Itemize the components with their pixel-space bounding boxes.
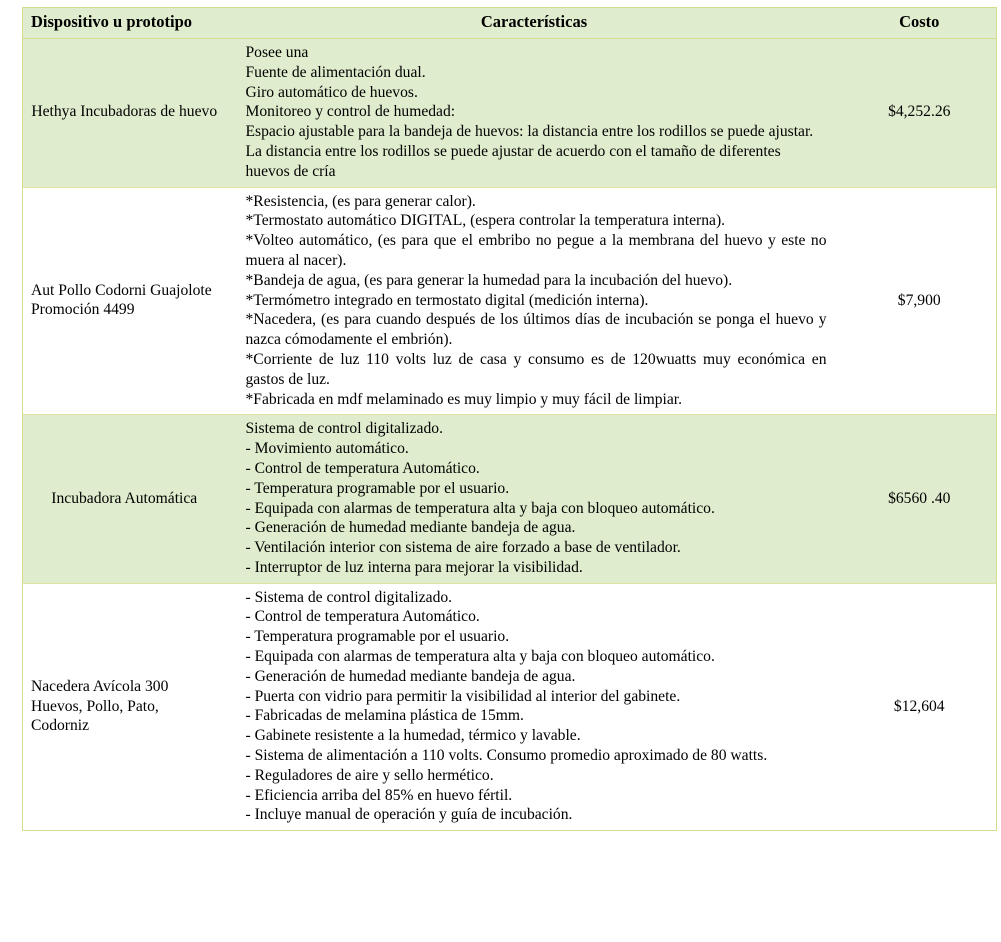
cell-cost: $7,900 (843, 187, 997, 415)
feature-line: *Termostato automático DIGITAL, (espera controlar la temperatura interna). (245, 212, 726, 230)
feature-line: - Interruptor de luz interna para mejorar la visibilidad. (245, 558, 583, 576)
feature-line: - Equipada con alarmas de temperatura alta y baja con bloqueo automático. (245, 499, 715, 517)
feature-line: - Generación de humedad mediante bandeja de agua. (245, 519, 576, 537)
table-row (23, 583, 997, 831)
features-list (246, 588, 827, 826)
features-list (246, 419, 827, 577)
feature-line: - Temperatura programable por el usuario. (245, 479, 510, 497)
feature-line: - Puerta con vidrio para permitir la visibilidad al interior del gabinete. (245, 687, 681, 705)
feature-line: Posee una (245, 43, 309, 61)
feature-line: *Termómetro integrado en termostato digital (medición interna). (245, 291, 649, 309)
feature-line: - Incluye manual de operación y guía de incubación. (245, 806, 573, 824)
feature-line: - Ventilación interior con sistema de aire forzado a base de ventilador. (245, 539, 681, 557)
feature-line: *Nacedera, (es para cuando después de los últimos días de incubación se ponga el huevo y nazca cómodamente el embrión). (245, 311, 827, 349)
feature-line: *Resistencia, (es para generar calor). (245, 192, 476, 210)
column-header-cost: Costo (843, 8, 997, 39)
features-list (246, 192, 827, 410)
feature-line: - Generación de humedad mediante bandeja de agua. (245, 667, 576, 685)
cell-device-name: Hethya Incubadoras de huevo (23, 38, 226, 187)
cell-cost: $6560 .40 (843, 415, 997, 583)
column-header-features: Características (226, 8, 843, 39)
cell-features (226, 187, 843, 415)
feature-line: Monitoreo y control de humedad: (245, 103, 456, 121)
feature-line: *Volteo automático, (es para que el embribo no pegue a la membrana del huevo y este no muera al nacer). (245, 232, 827, 269)
feature-line: Sistema de control digitalizado. (245, 420, 443, 438)
feature-line: - Equipada con alarmas de temperatura alta y baja con bloqueo automático. (245, 648, 715, 666)
column-header-device: Dispositivo u prototipo (23, 8, 226, 39)
cell-device-name: Nacedera Avícola 300 Huevos, Pollo, Pato, Codorniz (23, 583, 226, 831)
feature-line: - Temperatura programable por el usuario. (245, 628, 510, 646)
feature-line: - Sistema de control digitalizado. (245, 588, 453, 606)
table-row (23, 415, 997, 583)
table-body (23, 38, 997, 830)
feature-line: - Eficiencia arriba del 85% en huevo fértil. (245, 786, 513, 804)
cell-cost: $4,252.26 (843, 38, 997, 187)
feature-line: - Control de temperatura Automático. (245, 608, 480, 626)
cell-device-name: Incubadora Automática (23, 415, 226, 583)
feature-line: - Reguladores de aire y sello hermético. (245, 766, 494, 784)
table-row (23, 38, 997, 187)
features-list (246, 43, 827, 182)
feature-line: - Fabricadas de melamina plástica de 15mm. (245, 707, 524, 725)
cell-features (226, 583, 843, 831)
cell-device-name: Aut Pollo Codorni Guajolote Promoción 4499 (23, 187, 226, 415)
feature-line: *Bandeja de agua, (es para generar la humedad para la incubación del huevo). (245, 271, 733, 289)
table-header (23, 8, 997, 39)
cell-cost: $12,604 (843, 583, 997, 831)
feature-line: - Movimiento automático. (245, 440, 409, 458)
feature-line: - Gabinete resistente a la humedad, térmico y lavable. (245, 727, 581, 745)
cell-features (226, 415, 843, 583)
feature-line: - Sistema de alimentación a 110 volts. Consumo promedio aproximado de 80 watts. (245, 747, 768, 765)
feature-line: Fuente de alimentación dual. (245, 63, 426, 81)
feature-line: Espacio ajustable para la bandeja de huevos: la distancia entre los rodillos se puede ajustar. La distancia entre los rodillos se puede ajustar de acuerdo con el tamaño de diferentes huevos de cría (245, 123, 814, 180)
feature-line: Giro automático de huevos. (245, 83, 418, 101)
table-header-row (23, 8, 997, 39)
table-row (23, 187, 997, 415)
cell-features (226, 38, 843, 187)
feature-line: *Fabricada en mdf melaminado es muy limpio y muy fácil de limpiar. (245, 390, 683, 408)
feature-line: - Control de temperatura Automático. (245, 459, 480, 477)
specifications-table (22, 7, 997, 831)
feature-line: *Corriente de luz 110 volts luz de casa y consumo es de 120wuatts muy económica en gastos de luz. (245, 350, 827, 388)
